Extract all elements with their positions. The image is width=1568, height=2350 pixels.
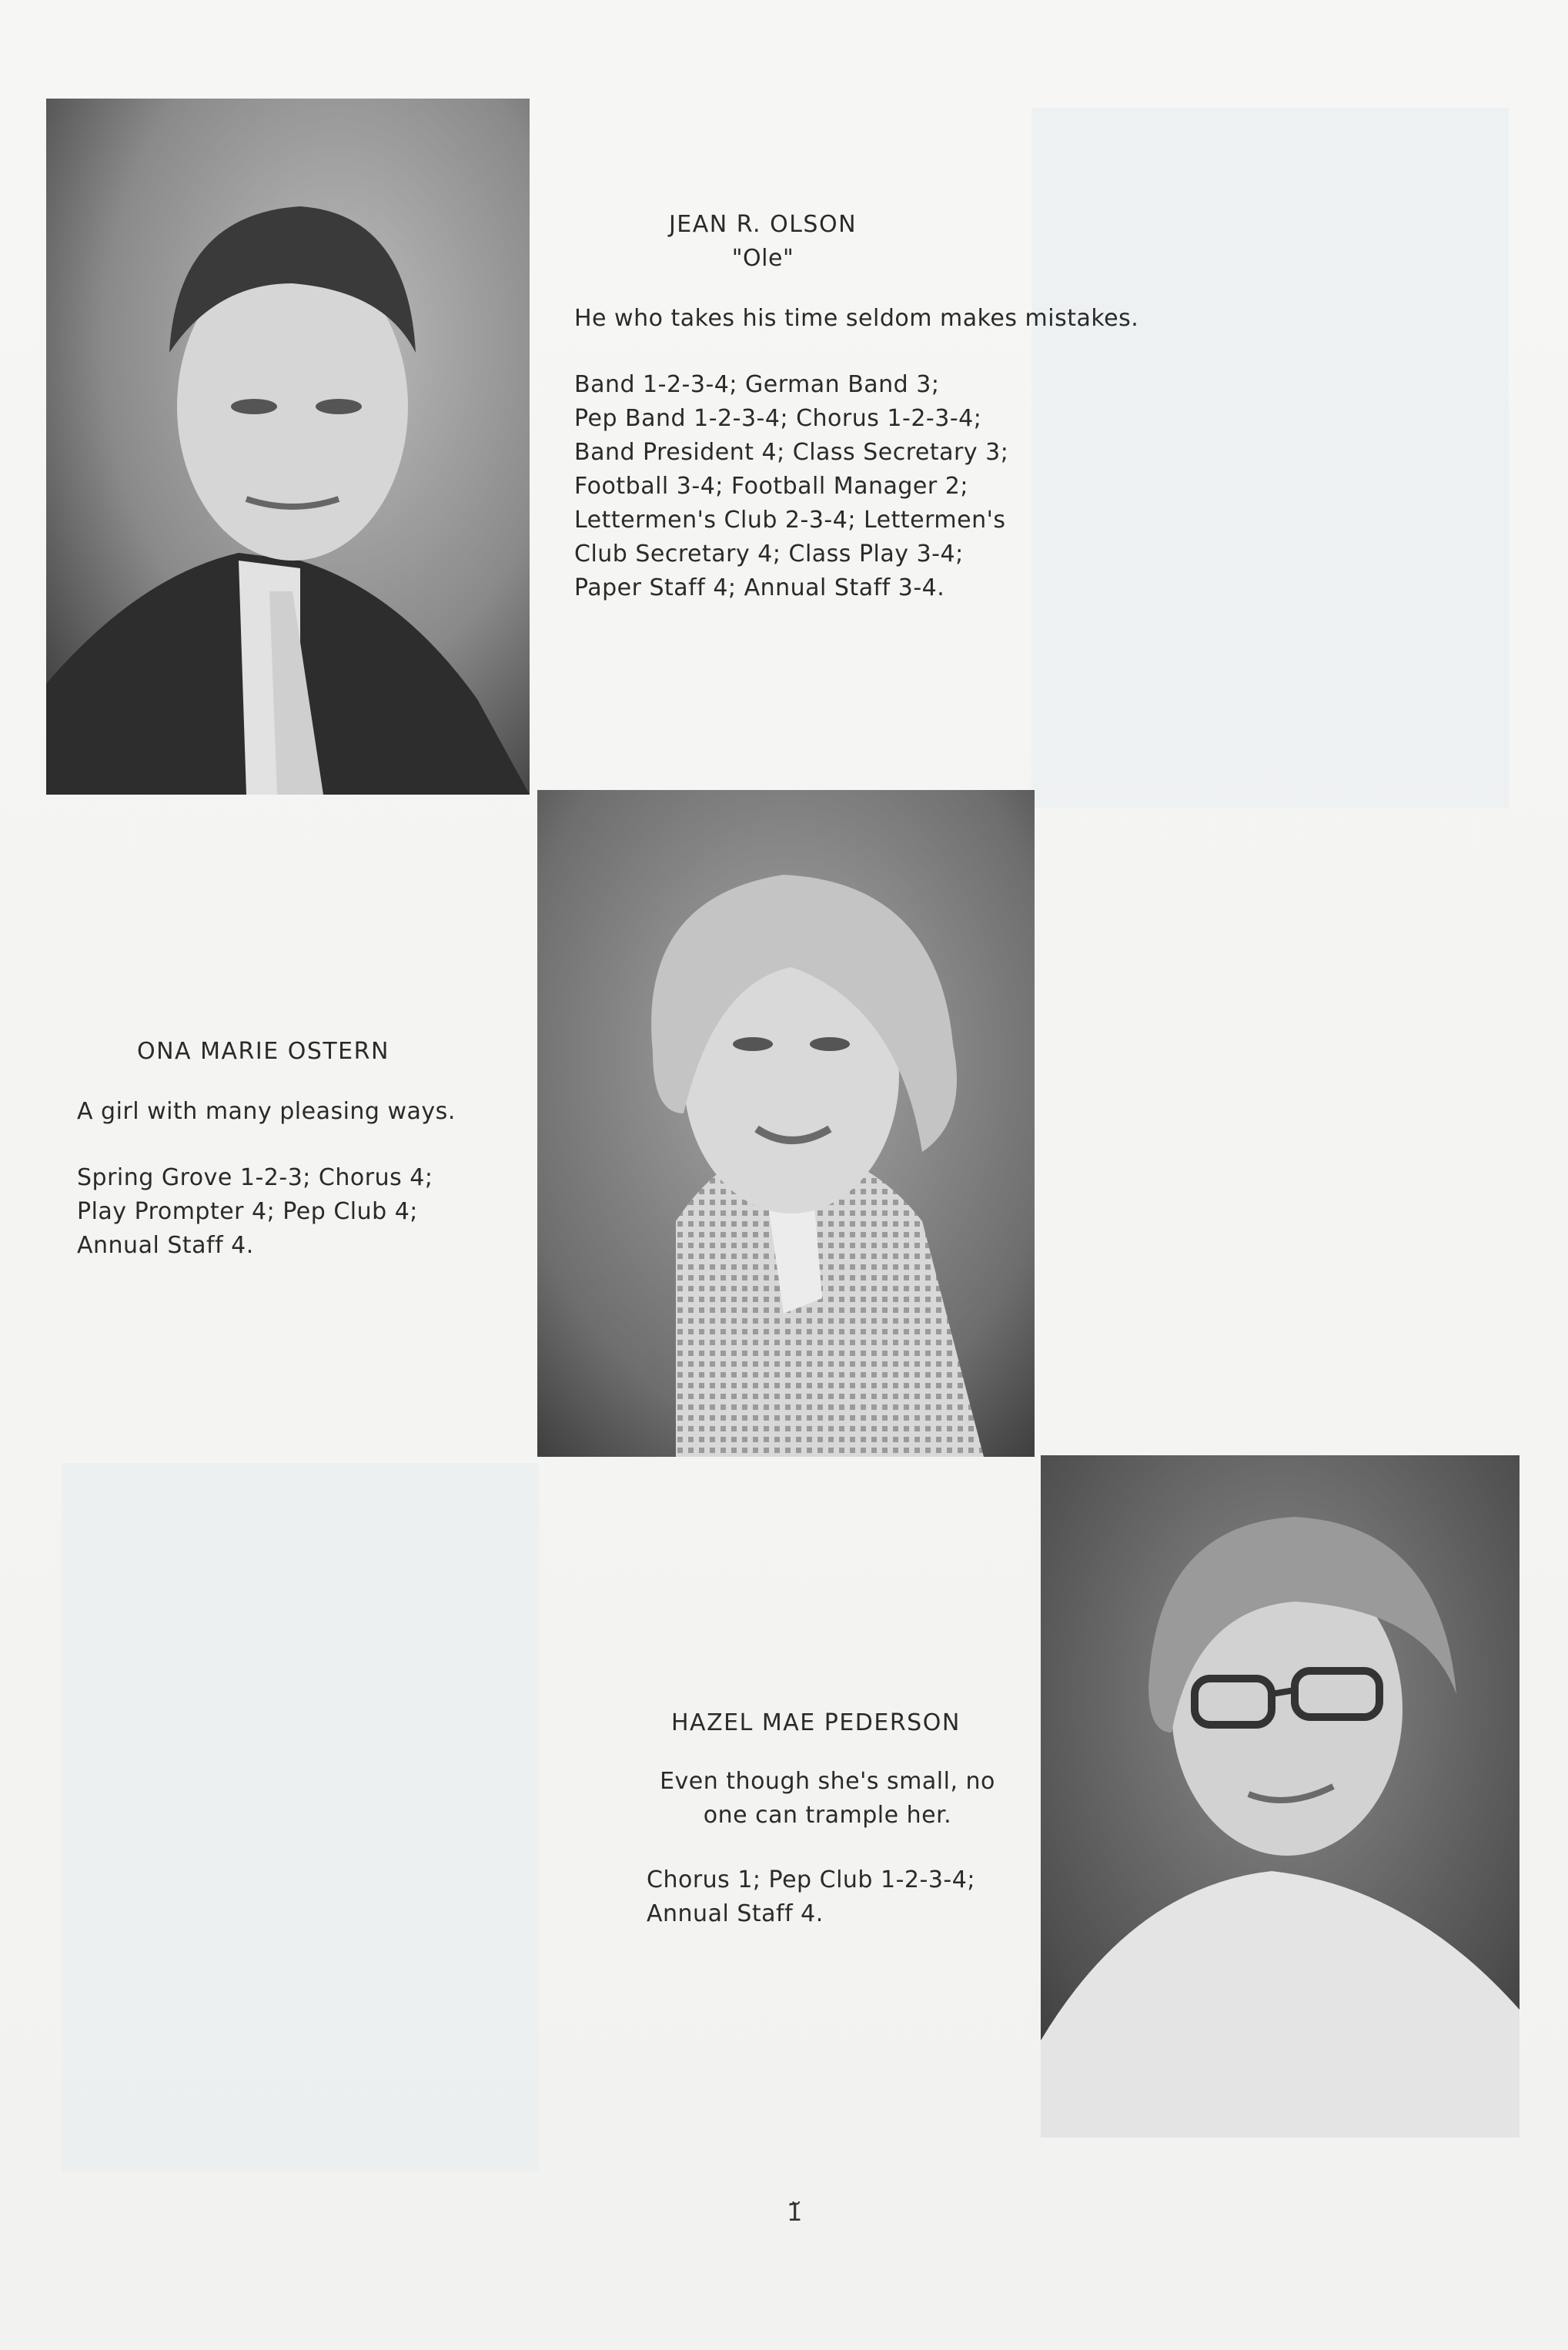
student-quote: A girl with many pleasing ways. bbox=[77, 1098, 456, 1125]
activity-line: Club Secretary 4; Class Play 3-4; bbox=[574, 541, 964, 567]
activity-line: Pep Band 1-2-3-4; Chorus 1-2-3-4; bbox=[574, 405, 982, 432]
activity-line: Paper Staff 4; Annual Staff 3-4. bbox=[574, 574, 945, 601]
student-quote bbox=[647, 1765, 1008, 1833]
page-number: 1̆ bbox=[787, 2198, 803, 2227]
bleed-through-panel bbox=[62, 1463, 539, 2171]
portrait-jean-olson bbox=[46, 99, 530, 795]
activity-line: Band President 4; Class Secretary 3; bbox=[574, 439, 1009, 466]
activities-list bbox=[77, 1161, 539, 1263]
bio-ona-ostern bbox=[77, 1035, 539, 1263]
quote-line: one can trample her. bbox=[703, 1802, 952, 1829]
student-name: HAZEL MAE PEDERSON bbox=[671, 1709, 961, 1736]
quote-line: Even though she's small, no bbox=[660, 1768, 995, 1795]
activity-line: Annual Staff 4. bbox=[77, 1232, 254, 1259]
activities-list bbox=[574, 368, 1205, 605]
activity-line: Chorus 1; Pep Club 1-2-3-4; bbox=[647, 1866, 975, 1893]
student-name: ONA MARIE OSTERN bbox=[137, 1038, 389, 1065]
student-quote: He who takes his time seldom makes mistakes. bbox=[574, 305, 1139, 332]
activity-line: Annual Staff 4. bbox=[647, 1900, 824, 1927]
portrait-ona-ostern bbox=[537, 790, 1035, 1457]
activity-line: Play Prompter 4; Pep Club 4; bbox=[77, 1198, 418, 1225]
bio-jean-olson bbox=[574, 208, 1205, 605]
activity-line: Lettermen's Club 2-3-4; Lettermen's bbox=[574, 507, 1006, 534]
student-name: JEAN R. OLSON bbox=[668, 211, 858, 238]
activity-line: Band 1-2-3-4; German Band 3; bbox=[574, 371, 940, 398]
activities-list bbox=[647, 1863, 1031, 1931]
activity-line: Spring Grove 1-2-3; Chorus 4; bbox=[77, 1164, 433, 1191]
portrait-hazel-pederson bbox=[1041, 1455, 1520, 2137]
student-nickname: "Ole" bbox=[731, 245, 794, 272]
bio-hazel-pederson bbox=[647, 1706, 1031, 1931]
activity-line: Football 3-4; Football Manager 2; bbox=[574, 473, 968, 500]
